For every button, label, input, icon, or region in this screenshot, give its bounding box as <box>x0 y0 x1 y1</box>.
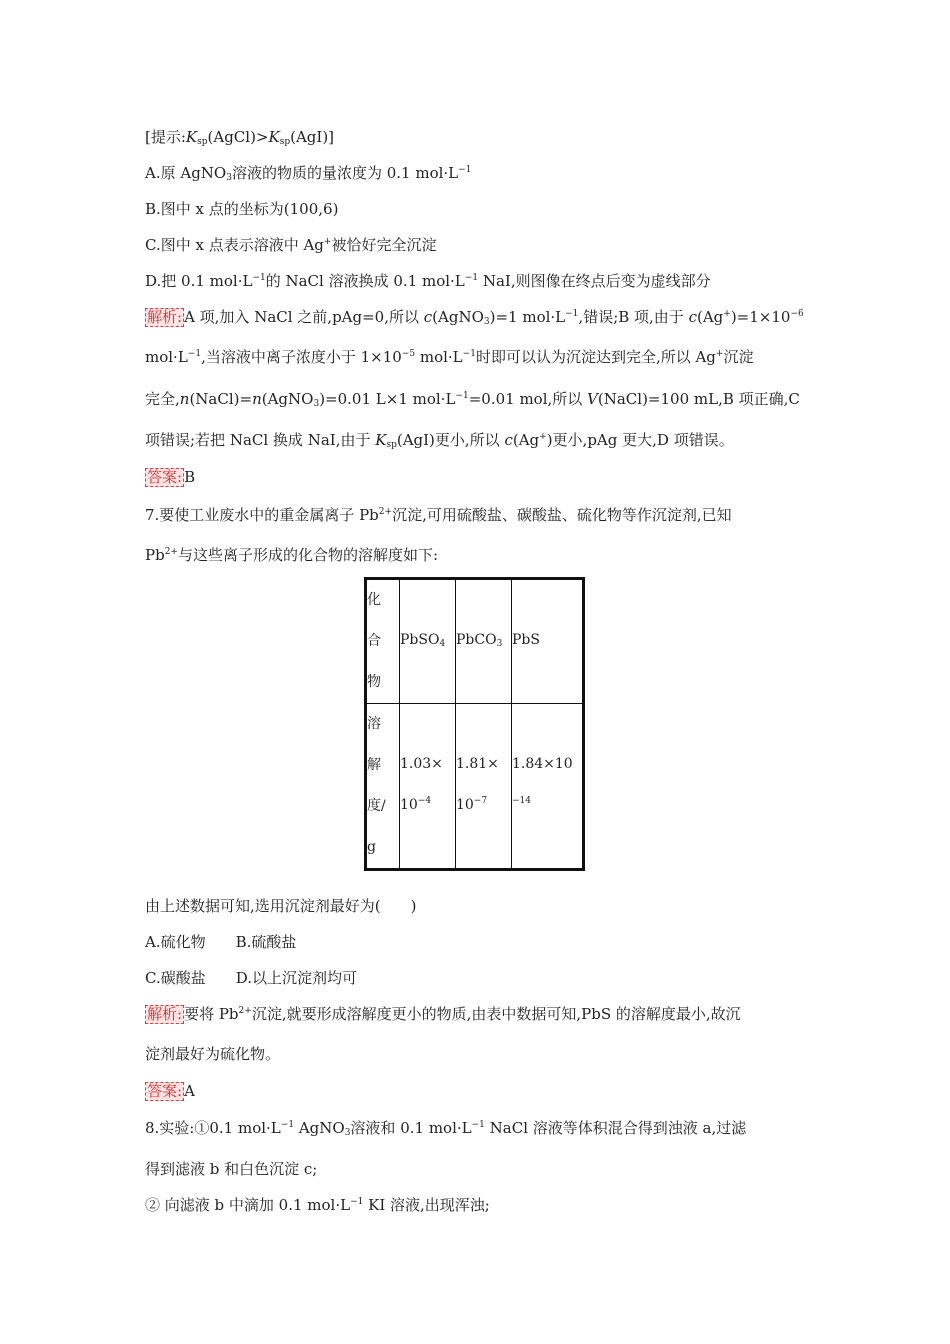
option-d: D.把 0.1 $mol\cdot L^{-1}$的 NaCl 溶液换成 0.1 $mol\cdot L^{-1}$ NaI,则图像在终点后变为虚线部分 <box>145 272 711 290</box>
header-pbso4: PbSO$_4$ <box>400 579 456 704</box>
header-solubility: 溶 解 度/ g <box>366 704 400 870</box>
explanation-q6-line2: $mol\cdot L^{-1}$,当溶液中离子浓度小于 $1\times 10^{-5}$ $mol\cdot L^{-1}$时即可以认为沉淀达到完全,所以 Ag+沉淀 <box>145 348 754 366</box>
header-compound: 化 合 物 <box>366 579 400 704</box>
table-row <box>366 579 584 704</box>
question-8-line2: 得到滤液 b 和白色沉淀 c; <box>145 1160 318 1178</box>
explanation-q6-line4: 项错误;若把 NaCl 换成 NaI,由于 $K_{sp}(AgI)$更小,所以 c(Ag+)更小,pAg 更大,D 项错误。 <box>145 431 734 450</box>
explanation-q6-line1: 解析: A 项,加入 NaCl 之前,pAg=0,所以 c(AgNO$_3$)=1 $mol\cdot L^{-1}$,错误;B 项,由于 $c(Ag^+)=1\times 10^{-6}$ <box>147 308 804 327</box>
explanation-label: 解析: <box>147 308 183 326</box>
explanation-q6-line3: 完全,n(NaCl)=n(AgNO$_3$)=0.01 L×1 $mol\cdot L^{-1}=0.01$ mol,所以 V(NaCl)=100 mL,B 项正确,C <box>145 390 800 409</box>
table-row <box>366 704 584 870</box>
explanation-q7-line2: 淀剂最好为硫化物。 <box>145 1045 281 1063</box>
value-pbso4: 1.03× $10^{-4}$ <box>400 704 456 870</box>
question-7-prompt: 由上述数据可知,选用沉淀剂最好为( ) <box>145 897 417 915</box>
options-cd: C.碳酸盐 D.以上沉淀剂均可 <box>145 969 357 987</box>
question-8-line1: 8.实验:①0.1 $mol\cdot L^{-1}$ AgNO$_3$溶液和 0.1 $mol\cdot L^{-1}$ NaCl 溶液等体积混合得到浊液 a,过滤 <box>145 1119 747 1138</box>
explanation-q7-line1: 解析: 要将 $Pb^{2+}$沉淀,就要形成溶解度更小的物质,由表中数据可知,PbS 的溶解度最小,故沉 <box>147 1005 741 1023</box>
answer-label: 答案: <box>147 1082 183 1100</box>
value-pbs: 1.84×10 $^{-14}$ <box>512 704 584 870</box>
header-pbs: PbS <box>512 579 584 704</box>
value-pbco3: 1.81× $10^{-7}$ <box>456 704 512 870</box>
option-a: A.原 AgNO$_3$溶液的物质的量浓度为 0.1 $mol\cdot L^{-1}$ <box>145 164 472 183</box>
question-7-line1: 7.要使工业废水中的重金属离子 $Pb^{2+}$沉淀,可用硫酸盐、碳酸盐、硫化物等作沉淀剂,已知 <box>145 506 732 524</box>
option-c: C.图中 x 点表示溶液中 Ag+被恰好完全沉淀 <box>145 236 437 254</box>
question-8-line3: ② 向滤液 b 中滴加 0.1 $mol\cdot L^{-1}$ KI 溶液,出现浑浊; <box>145 1196 490 1214</box>
answer-label: 答案: <box>147 468 183 486</box>
solubility-table <box>364 577 585 871</box>
hint-line: [提示$:K_{sp}(AgCl)>K_{sp}(AgI)$] <box>145 128 335 147</box>
header-pbco3: PbCO$_3$ <box>456 579 512 704</box>
answer-q7: 答案: A <box>147 1082 195 1100</box>
explanation-label: 解析: <box>147 1005 183 1023</box>
question-7-line2: $Pb^{2+}$与这些离子形成的化合物的溶解度如下: <box>145 546 439 564</box>
answer-q6: 答案: B <box>147 468 196 486</box>
options-ab: A.硫化物 B.硫酸盐 <box>145 933 297 951</box>
option-b: B.图中 x 点的坐标为(100,6) <box>145 200 339 218</box>
